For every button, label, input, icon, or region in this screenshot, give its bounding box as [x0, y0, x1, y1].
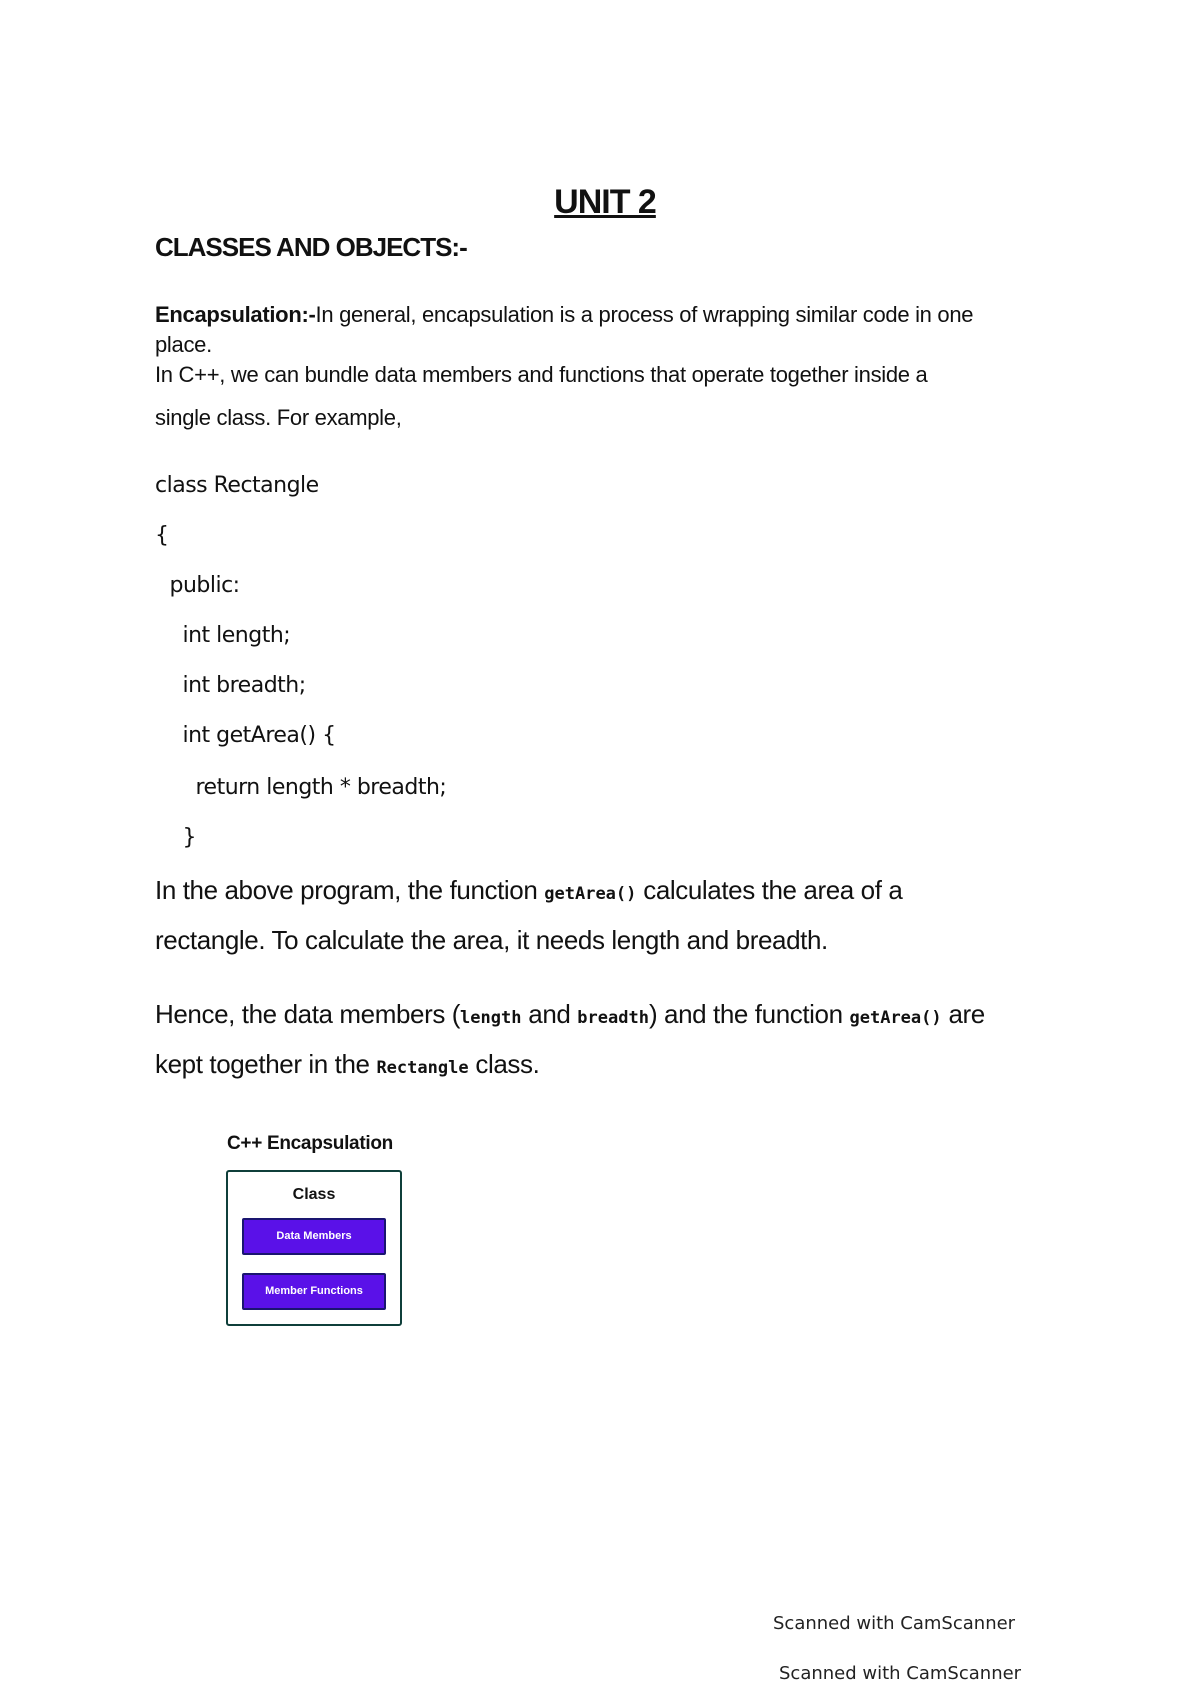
diagram-data-members: Data Members: [242, 1218, 386, 1255]
explanation-p1-line-2: rectangle. To calculate the area, it needs length and breadth.: [155, 925, 828, 955]
p1-code-getarea: getArea(): [544, 884, 637, 904]
code-line-length: int length;: [163, 623, 291, 648]
intro-line-1-text: In general, encapsulation is a process of wrapping similar code in one: [315, 302, 974, 327]
intro-line-4: single class. For example,: [155, 405, 402, 430]
intro-line-2: place.: [155, 332, 212, 357]
code-line-public: public:: [163, 573, 240, 598]
p2-code-rectangle: Rectangle: [376, 1058, 469, 1078]
camscanner-watermark-1: Scanned with CamScanner: [773, 1613, 1016, 1634]
p2-text-b: and: [521, 999, 578, 1029]
p2-text-f: class.: [468, 1049, 540, 1079]
p2-code-length: length: [460, 1008, 522, 1028]
explanation-p1-line-1: [155, 875, 902, 906]
explanation-p2-line-1: [155, 999, 985, 1030]
intro-line-3: In C++, we can bundle data members and functions that operate together inside a: [155, 362, 928, 387]
code-line-class: class Rectangle: [155, 473, 319, 498]
p2-text-d: are: [941, 999, 985, 1029]
code-line-getarea: int getArea() {: [163, 723, 336, 748]
p2-text-c: ) and the function: [648, 999, 850, 1029]
p2-code-getarea: getArea(): [849, 1008, 942, 1028]
p2-text-a: Hence, the data members (: [155, 999, 461, 1029]
code-line-breadth: int breadth;: [163, 673, 306, 698]
diagram-title: C++ Encapsulation: [227, 1133, 393, 1154]
explanation-p2-line-2: [155, 1049, 539, 1080]
intro-line-1: [155, 302, 973, 328]
unit-title: UNIT 2: [554, 183, 656, 221]
p2-code-breadth: breadth: [577, 1008, 649, 1028]
diagram-member-functions: Member Functions: [242, 1273, 386, 1310]
code-line-close-brace: }: [163, 825, 196, 850]
p1-text-a: In the above program, the function: [155, 875, 545, 905]
camscanner-watermark-2: Scanned with CamScanner: [779, 1663, 1022, 1684]
p2-text-e: kept together in the: [155, 1049, 377, 1079]
code-line-open-brace: {: [155, 523, 169, 548]
encapsulation-diagram: [226, 1170, 402, 1326]
p1-text-b: calculates the area of a: [636, 875, 903, 905]
diagram-class-label: Class: [292, 1186, 336, 1203]
section-heading: CLASSES AND OBJECTS:-: [155, 232, 467, 262]
encapsulation-term: Encapsulation:-: [155, 302, 316, 327]
code-line-return: return length * breadth;: [163, 775, 447, 800]
